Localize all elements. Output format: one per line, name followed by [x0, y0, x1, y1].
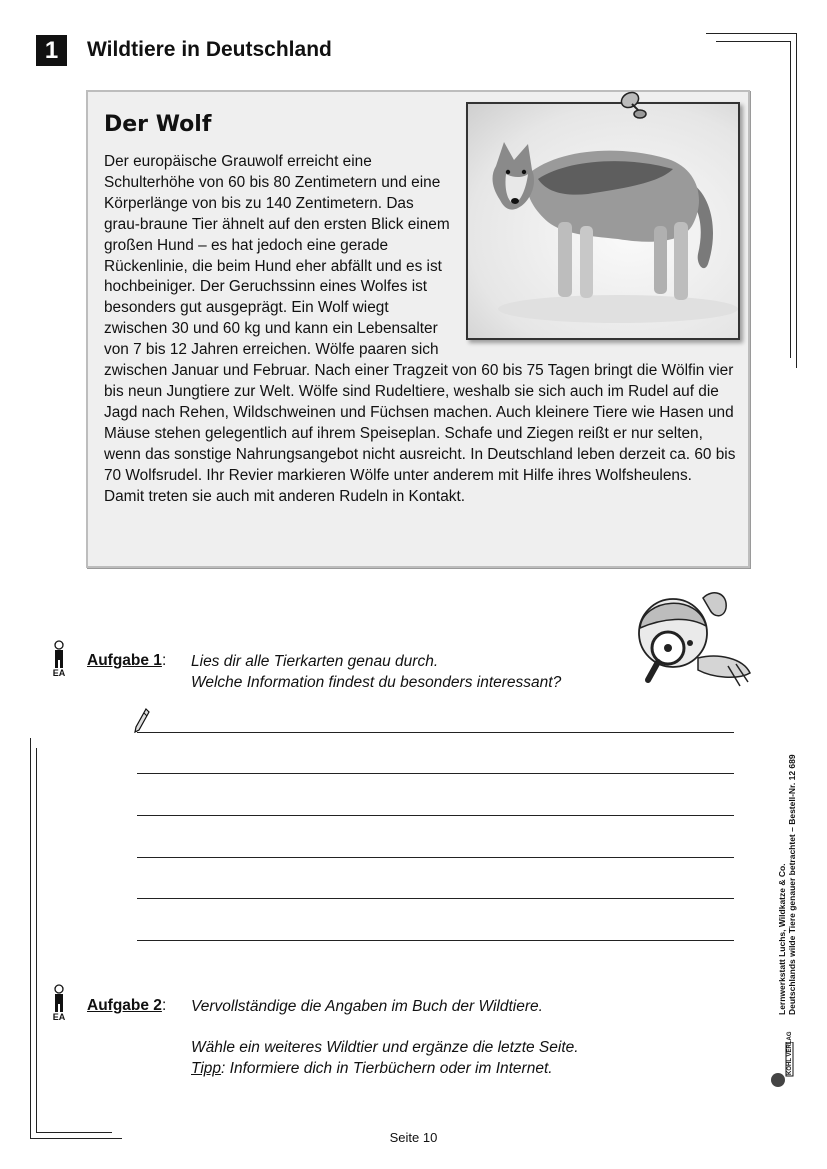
- answer-line[interactable]: [137, 940, 734, 941]
- tip-label: Tipp: [191, 1060, 222, 1077]
- answer-line[interactable]: [137, 815, 734, 816]
- task-2-label: Aufgabe 2: [87, 997, 162, 1014]
- task-1-text: [191, 651, 561, 693]
- answer-line[interactable]: [137, 732, 734, 733]
- side-line-2: Deutschlands wilde Tiere genauer betrachtet – Bestell-Nr. 12 689: [787, 754, 797, 1015]
- wolf-illustration-icon: [468, 104, 738, 338]
- task-colon: :: [161, 652, 167, 669]
- task-1: [87, 652, 166, 670]
- frame-line: [790, 41, 791, 358]
- answer-line[interactable]: [137, 773, 734, 774]
- info-box-text-container: [104, 152, 736, 507]
- info-box-heading: Der Wolf: [104, 112, 212, 137]
- task-1-line-2: Welche Information findest du besonders interessant?: [191, 674, 562, 691]
- ea-label: EA: [52, 1012, 66, 1022]
- frame-line: [30, 738, 31, 1139]
- push-pin-icon: [618, 90, 648, 122]
- task-colon: :: [161, 997, 167, 1014]
- tip-text: : Informiere dich in Tierbüchern oder im Internet.: [221, 1060, 553, 1077]
- task-2-text: [191, 996, 579, 1079]
- individual-work-badge: [49, 640, 69, 678]
- chapter-number: 1: [36, 35, 67, 66]
- task-1-line-1: Lies dir alle Tierkarten genau durch.: [191, 653, 439, 670]
- answer-line[interactable]: [137, 857, 734, 858]
- task-2-line-2: Wähle ein weiteres Wildtier und ergänze die letzte Seite.: [191, 1039, 579, 1056]
- answer-line[interactable]: [137, 898, 734, 899]
- frame-line: [796, 33, 797, 368]
- pencil-icon: [134, 708, 150, 734]
- publisher-name: KOHL VERLAG: [787, 1031, 793, 1075]
- wolf-photo: [466, 102, 740, 340]
- person-icon: [52, 984, 66, 1014]
- side-publication-info: [777, 685, 797, 1015]
- girl-magnifier-icon: [628, 588, 758, 698]
- task-2-line-1: Vervollständige die Angaben im Buch der Wildtiere.: [191, 998, 543, 1015]
- individual-work-badge: [49, 984, 69, 1022]
- info-box-text: Der europäische Grauwolf erreicht eine Schulterhöhe von 60 bis 80 Zentimetern und eine Körperlänge von bis zu 140 Zentimetern. Das grau-braune Tier ähnelt auf den ersten Blick einem großen Hund – es hat jedoch eine gerade Rückenlinie, die beim Hund eher abfällt und es ist hochbeiniger. Der Geruchssinn eines Wolfes ist besonders gut ausgeprägt. Ein Wolf wiegt zwischen 30 und 60 kg und kann ein Lebensalter von 7 bis 12 Jahren erreichen. Wölfe paaren sich zwischen Januar und Februar. Nach einer Tragzeit von 60 bis 75 Tagen bringt die Wölfin vier bis neun Jungtiere zur Welt. Wölfe sind Rudeltiere, weshalb sie sich auch im Rudel auf die Jagd nach Rehen, Wildschweinen und Füchsen machen. Auch kleinere Tiere wie Hasen und Mäuse stehen gelegentlich auf ihrem Speiseplan. Schafe und Ziegen reißt er nur selten, wenn das sonstige Nahrungsangebot nicht ausreicht. In Deutschland leben derzeit ca. 60 bis 70 Wolfsrudel. Ihr Revier markieren Wölfe unter anderem mit Hilfe ihres Wolfsheulens. Damit treten sie auch mit anderen Rudeln in Kontakt.: [104, 153, 736, 505]
- info-box: [86, 90, 750, 568]
- publisher-logo: [768, 1031, 794, 1095]
- ea-label: EA: [52, 668, 66, 678]
- frame-line: [716, 41, 791, 42]
- side-line-1: Lernwerkstatt Luchs, Wildkatze & Co.: [777, 863, 787, 1015]
- frame-line: [36, 748, 37, 1133]
- page-number: Seite 10: [389, 1130, 438, 1145]
- task-2-tip: [191, 1058, 579, 1079]
- frame-line: [706, 33, 797, 34]
- page-title: Wildtiere in Deutschland: [87, 38, 332, 61]
- person-icon: [52, 640, 66, 670]
- task-2: [87, 997, 166, 1015]
- task-1-label: Aufgabe 1: [87, 652, 162, 669]
